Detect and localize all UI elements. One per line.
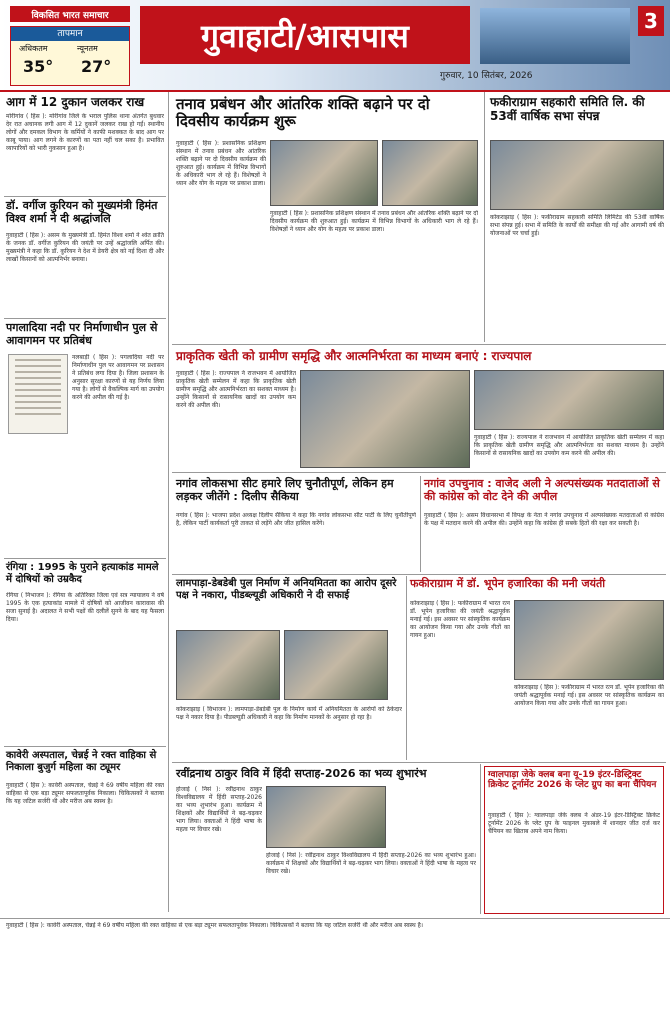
headline: आग में 12 दुकान जलकर राख [6,95,145,109]
weather-title: तापमान [11,27,129,41]
news-photo [284,630,388,700]
headline: पगलादिया नदी पर निर्माणाधीन पुल से आवागमन पर प्रतिबंध [6,321,158,347]
article-body: कोकराझाड़ ( हिंस ): फकीराग्राम में भारत रत्न डॉ. भूपेन हजारिका की जयंती श्रद्धापूर्वक मनाई गई। इस अवसर पर सांस्कृतिक कार्यक्रम का आयोजन किया गया और उनके गीतों का गायन हुआ। [514,684,664,707]
min-temp-value: 27° [81,57,112,76]
headline: फकीराग्राम सहकारी समिति लि. की 53वीं वार्षिक सभा संपन्न [490,95,645,123]
article-body: गुवाहाटी ( हिंस ): कावेरी अस्पताल, चेन्नई ने 69 वर्षीय महिला की रक्त वाहिका से एक बड़ा ट्यूमर सफलतापूर्वक निकाला। चिकित्सकों ने बताया कि यह जटिल सर्जरी थी और मरीज अब स्वस्थ है। [6,782,164,805]
headline: रंगिया : 1995 के पुराने हत्याकांड मामले में दोषियों को उम्रकैद [6,562,159,585]
article-body: गुवाहाटी ( हिंस ): ग्वालपाड़ा जेके क्लब ने अंडर-19 इंटर-डिस्ट्रिक्ट क्रिकेट टूर्नामेंट 2026 के प्लेट ग्रुप के फाइनल मुकाबले में शानदार जीत दर्ज कर चैंपियन का खिताब अपने नाम किया। [488,812,660,835]
news-photo [382,140,478,206]
news-photo [300,370,470,468]
headline: कावेरी अस्पताल, चेन्नई ने रक्त वाहिका से निकाला बुजुर्ग महिला का ट्यूमर [6,750,157,773]
news-photo [514,600,664,680]
news-photo [490,140,664,210]
article-body: रंगिया ( निभाजन ): रंगिया के अतिरिक्त जिला एवं सत्र न्यायालय ने वर्ष 1995 के एक हत्याकांड मामले में दोषियों को आजीवन कारावास की सजा सुनाई है। अदालत ने सभी पक्षों की दलीलें सुनने के बाद यह फैसला दिया। [6,592,164,623]
story-divider [172,472,666,473]
news-photo [474,370,664,430]
article-body: मोरीगांव ( हिंस ): मोरीगांव जिले के भराल पुलिस थाना अंतर्गत बुधवार देर रात अचानक लगी आग में 12 दुकानें जलकर राख हो गईं। स्थानीय लोगों और दमकल विभाग के कर्मियों ने काफी मशक्कत के बाद आग पर काबू पाया। आग लगने के कारणों का पता नहीं चल सका है। प्रभावित व्यापारियों को भारी नुकसान हुआ है। [6,113,164,152]
article-body: गुवाहाटी ( हिंस ): असम विधानसभा में विपक्ष के नेता ने नगांव उपचुनाव में अल्पसंख्यक मतदाताओं से कांग्रेस के पक्ष में मतदान करने की अपील की। उन्होंने कहा कि कांग्रेस ही सबके हितों की रक्षा कर सकती है। [424,512,664,527]
dateline: गुरुवार, 10 सितंबर, 2026 [440,71,533,81]
story-divider [4,746,166,747]
column-divider [168,92,169,912]
article-body: कोकराझाड़ ( हिंस ): फकीराग्राम में भारत रत्न डॉ. भूपेन हजारिका की जयंती श्रद्धापूर्वक मनाई गई। इस अवसर पर सांस्कृतिक कार्यक्रम का आयोजन किया गया और उनके गीतों का गायन हुआ। [410,600,510,639]
page-title: गुवाहाटी/आसपास [140,6,470,64]
news-photo [266,786,386,848]
article-body: नलबाड़ी ( हिंस ): पगलादिया नदी पर निर्माणाधीन पुल पर आवागमन पर प्रशासन ने प्रतिबंध लगा दिया है। जिला प्रशासन के अनुसार सुरक्षा कारणों से यह निर्णय लिया गया है। लोगों से वैकल्पिक मार्ग का उपयोग करने की अपील की गई है। [72,354,164,401]
news-photo [176,630,280,700]
article-body: कोकराझाड़ ( विभाजन ): लामपाड़ा-डेबडेबी पुल के निर्माण कार्य में अनियमितता के आरोपों को ठेकेदार पक्ष ने नकार दिया है। पीडब्ल्यूडी अधिकारी ने कहा कि निर्माण मानकों के अनुसार हो रहा है। [176,706,402,721]
headline: फकीराग्राम में डॉ. भूपेन हजारिका की मनी जयंती [410,577,606,590]
story-divider [172,762,666,763]
article-body: होजाई ( निसं ): रवींद्रनाथ ठाकुर विश्वविद्यालय में हिंदी सप्ताह-2026 का भव्य शुभारंभ हुआ। कार्यक्रम में शिक्षकों और विद्यार्थियों ने बढ़-चढ़कर भाग लिया। वक्ताओं ने हिंदी भाषा के महत्व पर विचार रखे। [176,786,262,833]
max-temp-value: 35° [23,57,54,76]
headline: नगांव लोकसभा सीट हमारे लिए चुनौतीपूर्ण, लेकिन हम लड़कर जीतेंगे : दिलीप सैकिया [176,477,394,503]
article-body: गुवाहाटी ( हिंस ): प्रशासनिक प्रशिक्षण संस्थान में तनाव प्रबंधन और आंतरिक शक्ति बढ़ाने पर दो दिवसीय कार्यक्रम की शुरुआत हुई। कार्यक्रम में विभिन्न विभागों के अधिकारी भाग ले रहे हैं। विशेषज्ञों ने ध्यान और योग के महत्व पर प्रकाश डाला। [270,210,478,233]
max-temp-label: अधिकतम [19,44,48,53]
story-divider [4,196,166,197]
column-divider [420,476,421,572]
article-body: गुवाहाटी ( हिंस ): कावेरी अस्पताल, चेन्नई ने 69 वर्षीय महिला की रक्त वाहिका से एक बड़ा ट्यूमर सफलतापूर्वक निकाला। चिकित्सकों ने बताया कि यह जटिल सर्जरी थी और मरीज अब स्वस्थ है। [6,922,424,929]
headline: रवींद्रनाथ ठाकुर विवि में हिंदी सप्ताह-2026 का भव्य शुभारंभ [176,767,427,780]
lead-headline: तनाव प्रबंधन और आंतरिक शक्ति बढ़ाने पर दो दिवसीय कार्यक्रम शुरू [176,95,430,131]
weather-box [10,26,130,86]
story-divider [172,574,666,575]
headline: प्राकृतिक खेती को ग्रामीण समृद्धि और आत्मनिर्भरता का माध्यम बनाएं : राज्यपाल [176,349,532,363]
story-divider [4,558,166,559]
page-number: 3 [638,6,664,36]
column-divider [480,764,481,914]
headline: ग्वालपाड़ा जेके क्लब बना यू-19 इंटर-डिस्ट्रिक्ट क्रिकेट टूर्नामेंट 2026 के प्लेट ग्रुप का बना चैंपियन [488,770,657,791]
story-divider [172,344,666,345]
min-temp-label: न्यूनतम [77,44,98,53]
headline: डॉ. वर्गीज कुरियन को मुख्यमंत्री हिमंत विश्व शर्मा ने दी श्रद्धांजलि [6,199,158,225]
headline: लामपाड़ा-डेबडेबी पुल निर्माण में अनियमितता का आरोप दूसरे पक्ष ने नकारा, पीडब्ल्यूडी अधिकारी ने दी सफाई [176,578,397,601]
article-body: कोकराझाड़ ( हिंस ): फकीराग्राम सहकारी समिति लिमिटेड की 53वीं वार्षिक सभा संपन्न हुई। सभा में समिति के कार्यों की समीक्षा की गई और आगामी वर्ष की योजनाओं पर चर्चा हुई। [490,214,664,237]
column-divider [406,576,407,760]
headline: नगांव उपचुनाव : वाजेद अली ने अल्पसंख्यक मतदाताओं से की कांग्रेस को वोट देने की अपील [424,477,660,503]
bridge-photo [480,8,630,64]
column-divider [484,92,485,342]
document-image [8,354,68,434]
article-body: गुवाहाटी ( हिंस ): असम के मुख्यमंत्री डॉ. हिमंत विश्व शर्मा ने श्वेत क्रांति के जनक डॉ. वर्गीज कुरियन की जयंती पर उन्हें श्रद्धांजलि अर्पित की। मुख्यमंत्री ने कहा कि डॉ. कुरियन ने देश में डेयरी क्षेत्र को नई दिशा दी और लाखों किसानों को आत्मनिर्भर बनाया। [6,232,164,263]
article-body: गुवाहाटी ( हिंस ): राज्यपाल ने राजभवन में आयोजित प्राकृतिक खेती सम्मेलन में कहा कि प्राकृतिक खेती ग्रामीण समृद्धि और आत्मनिर्भरता का सशक्त माध्यम है। उन्होंने किसानों से रासायनिक खादों का उपयोग कम करने की अपील की। [176,370,296,409]
story-divider [0,918,670,919]
masthead-divider [0,90,670,92]
article-body: गुवाहाटी ( हिंस ): प्रशासनिक प्रशिक्षण संस्थान में तनाव प्रबंधन और आंतरिक शक्ति बढ़ाने पर दो दिवसीय कार्यक्रम की शुरुआत हुई। कार्यक्रम में विभिन्न विभागों के अधिकारी भाग ले रहे हैं। विशेषज्ञों ने ध्यान और योग के महत्व पर प्रकाश डाला। [176,140,266,187]
article-body: नगांव ( हिंस ): भाजपा प्रदेश अध्यक्ष दिलीप सैकिया ने कहा कि नगांव लोकसभा सीट पार्टी के लिए चुनौतीपूर्ण है, लेकिन पार्टी कार्यकर्ता पूरी ताकत से लड़ेंगे और जीत हासिल करेंगे। [176,512,416,527]
news-photo [270,140,378,206]
article-body: होजाई ( निसं ): रवींद्रनाथ ठाकुर विश्वविद्यालय में हिंदी सप्ताह-2026 का भव्य शुभारंभ हुआ। कार्यक्रम में शिक्षकों और विद्यार्थियों ने बढ़-चढ़कर भाग लिया। वक्ताओं ने हिंदी भाषा के महत्व पर विचार रखे। [266,852,476,875]
article-body: गुवाहाटी ( हिंस ): राज्यपाल ने राजभवन में आयोजित प्राकृतिक खेती सम्मेलन में कहा कि प्राकृतिक खेती ग्रामीण समृद्धि और आत्मनिर्भरता का सशक्त माध्यम है। उन्होंने किसानों से रासायनिक खादों का उपयोग कम करने की अपील की। [474,434,664,457]
brand-strip: विकसित भारत समाचार [10,6,130,22]
story-divider [4,318,166,319]
